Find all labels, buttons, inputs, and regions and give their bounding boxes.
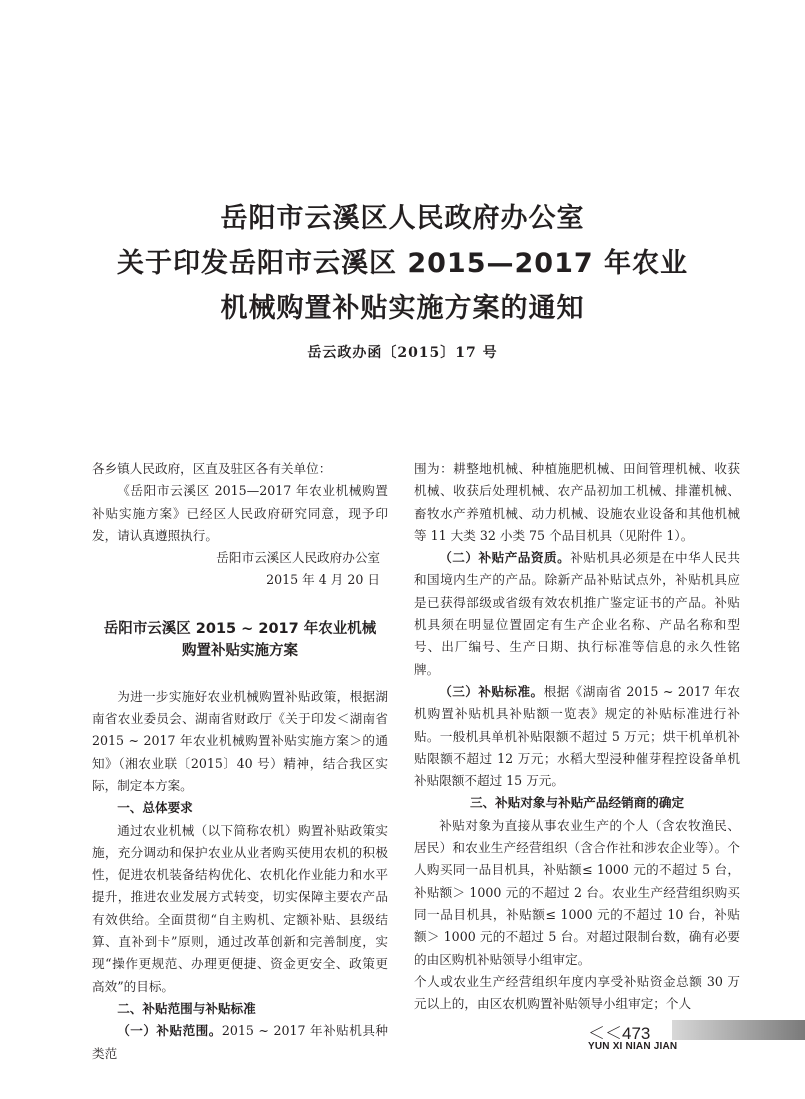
addressee: 各乡镇人民政府，区直及驻区各有关单位： [92,461,332,476]
title-line: 岳阳市云溪区人民政府办公室 [220,203,585,234]
section-2-1-label: （一）补贴范围。 [117,1023,222,1039]
plan-title-line: 岳阳市云溪区 2015 ~ 2017 年农业机械 [103,620,377,637]
plan-title [92,618,388,662]
right-column [414,458,740,1015]
left-column [92,458,388,1065]
section-2-2-paragraph [414,547,740,681]
section-2-3-paragraph [414,681,740,792]
plan-title-line: 购置补贴实施方案 [182,642,298,659]
document-number: 岳云政办函〔2015〕17 号 [307,345,498,361]
section-2-3-body: 根据《湖南省 2015 ~ 2017 年农机购置补贴机具补贴额一览表》规定的补贴标准进行补贴。一般机具单机补贴限额不超过 5 万元；烘干机单机补贴限额不超过 12 万元；水稻大型浸种催芽程控设备单机补贴限额不超过 15 万元。 [414,683,740,789]
section-2-2-body: 补贴机具必须是在中华人民共和国境内生产的产品。除新产品补贴试点外，补贴机具应是已获得部级或省级有效农机推广鉴定证书的产品。补贴机具须在明显位置固定有生产企业名称、产品名称和型号、出厂编号、生产日期、执行标准等信息的永久性铭牌。 [414,550,741,677]
signature: 岳阳市云溪区人民政府办公室 [216,550,380,566]
plan-intro: 为进一步实施好农业机械购置补贴政策，根据湖南省农业委员会、湖南省财政厅《关于印发＜湖南省 2015 ~ 2017 年农业机械购置补贴实施方案＞的通知》（湘农业联〔2015〕40 号）精神，结合我区实际，制定本方案。 [92,688,388,793]
notice-body: 《岳阳市云溪区 2015—2017 年农业机械购置补贴实施方案》已经区人民政府研究同意，现予印发，请认真遵照执行。 [92,483,388,543]
section-3-body-cont: 个人或农业生产经营组织年度内享受补贴资金总额 30 万元以上的，由区农机购置补贴领导小组审定；个人 [414,973,740,1012]
title-line: 机械购置补贴实施方案的通知 [220,293,585,324]
section-2-3-label: （三）补贴标准。 [439,683,544,699]
title-line: 关于印发岳阳市云溪区 2015—2017 年农业 [116,248,689,279]
section-1-heading: 一、总体要求 [117,800,193,816]
page-number: ＜＜473 [588,1024,651,1043]
section-3-heading: 三、补贴对象与补贴产品经销商的确定 [469,795,685,811]
notice-date: 2015 年 4 月 20 日 [266,572,380,588]
section-1-body: 通过农业机械（以下简称农机）购置补贴政策实施，充分调动和保护农业从业者购买使用农机的积极性，促进农机装备结构优化、农机化作业能力和水平提升，推进农业发展方式转变，切实保障主要农产品有效供给。全面贯彻“自主购机、定额补贴、县级结算、直补到卡”原则，通过改革创新和完善制度，实现“操作更规范、办理更便捷、资金更安全、政策更高效”的目标。 [92,822,388,994]
publication-name: YUN XI NIAN JIAN [588,1041,678,1052]
section-2-1-body-start: 2015 ~ 2017 年补贴机具种类范 [92,1023,388,1061]
section-2-heading: 二、补贴范围与补贴标准 [117,1000,256,1016]
footer-bar [672,1020,805,1040]
notice-title [0,196,805,331]
section-2-1-body-cont: 围为：耕整地机械、种植施肥机械、田间管理机械、收获机械、收获后处理机械、农产品初加工机械、排灌机械、畜牧水产养殖机械、动力机械、设施农业设备和其他机械等 11 大类 32 小类 75 个品目机具（见附件 1）。 [414,461,740,543]
section-3-body: 补贴对象为直接从事农业生产的个人（含农牧渔民、居民）和农业生产经营组织（含合作社和涉农企业等）。个人购买同一品目机具，补贴额≤ 1000 元的不超过 5 台，补贴额＞ 1000 元的不超过 2 台。农业生产经营组织购买同一品目机具，补贴额≤ 1000 元的不超过 10 台，补贴额＞ 1000 元的不超过 5 台。对超过限制台数，确有必要的由区购机补贴领导小组审定。 [414,817,740,967]
section-2-2-label: （二）补贴产品资质。 [439,550,571,566]
section-2-1-paragraph [92,1020,388,1065]
